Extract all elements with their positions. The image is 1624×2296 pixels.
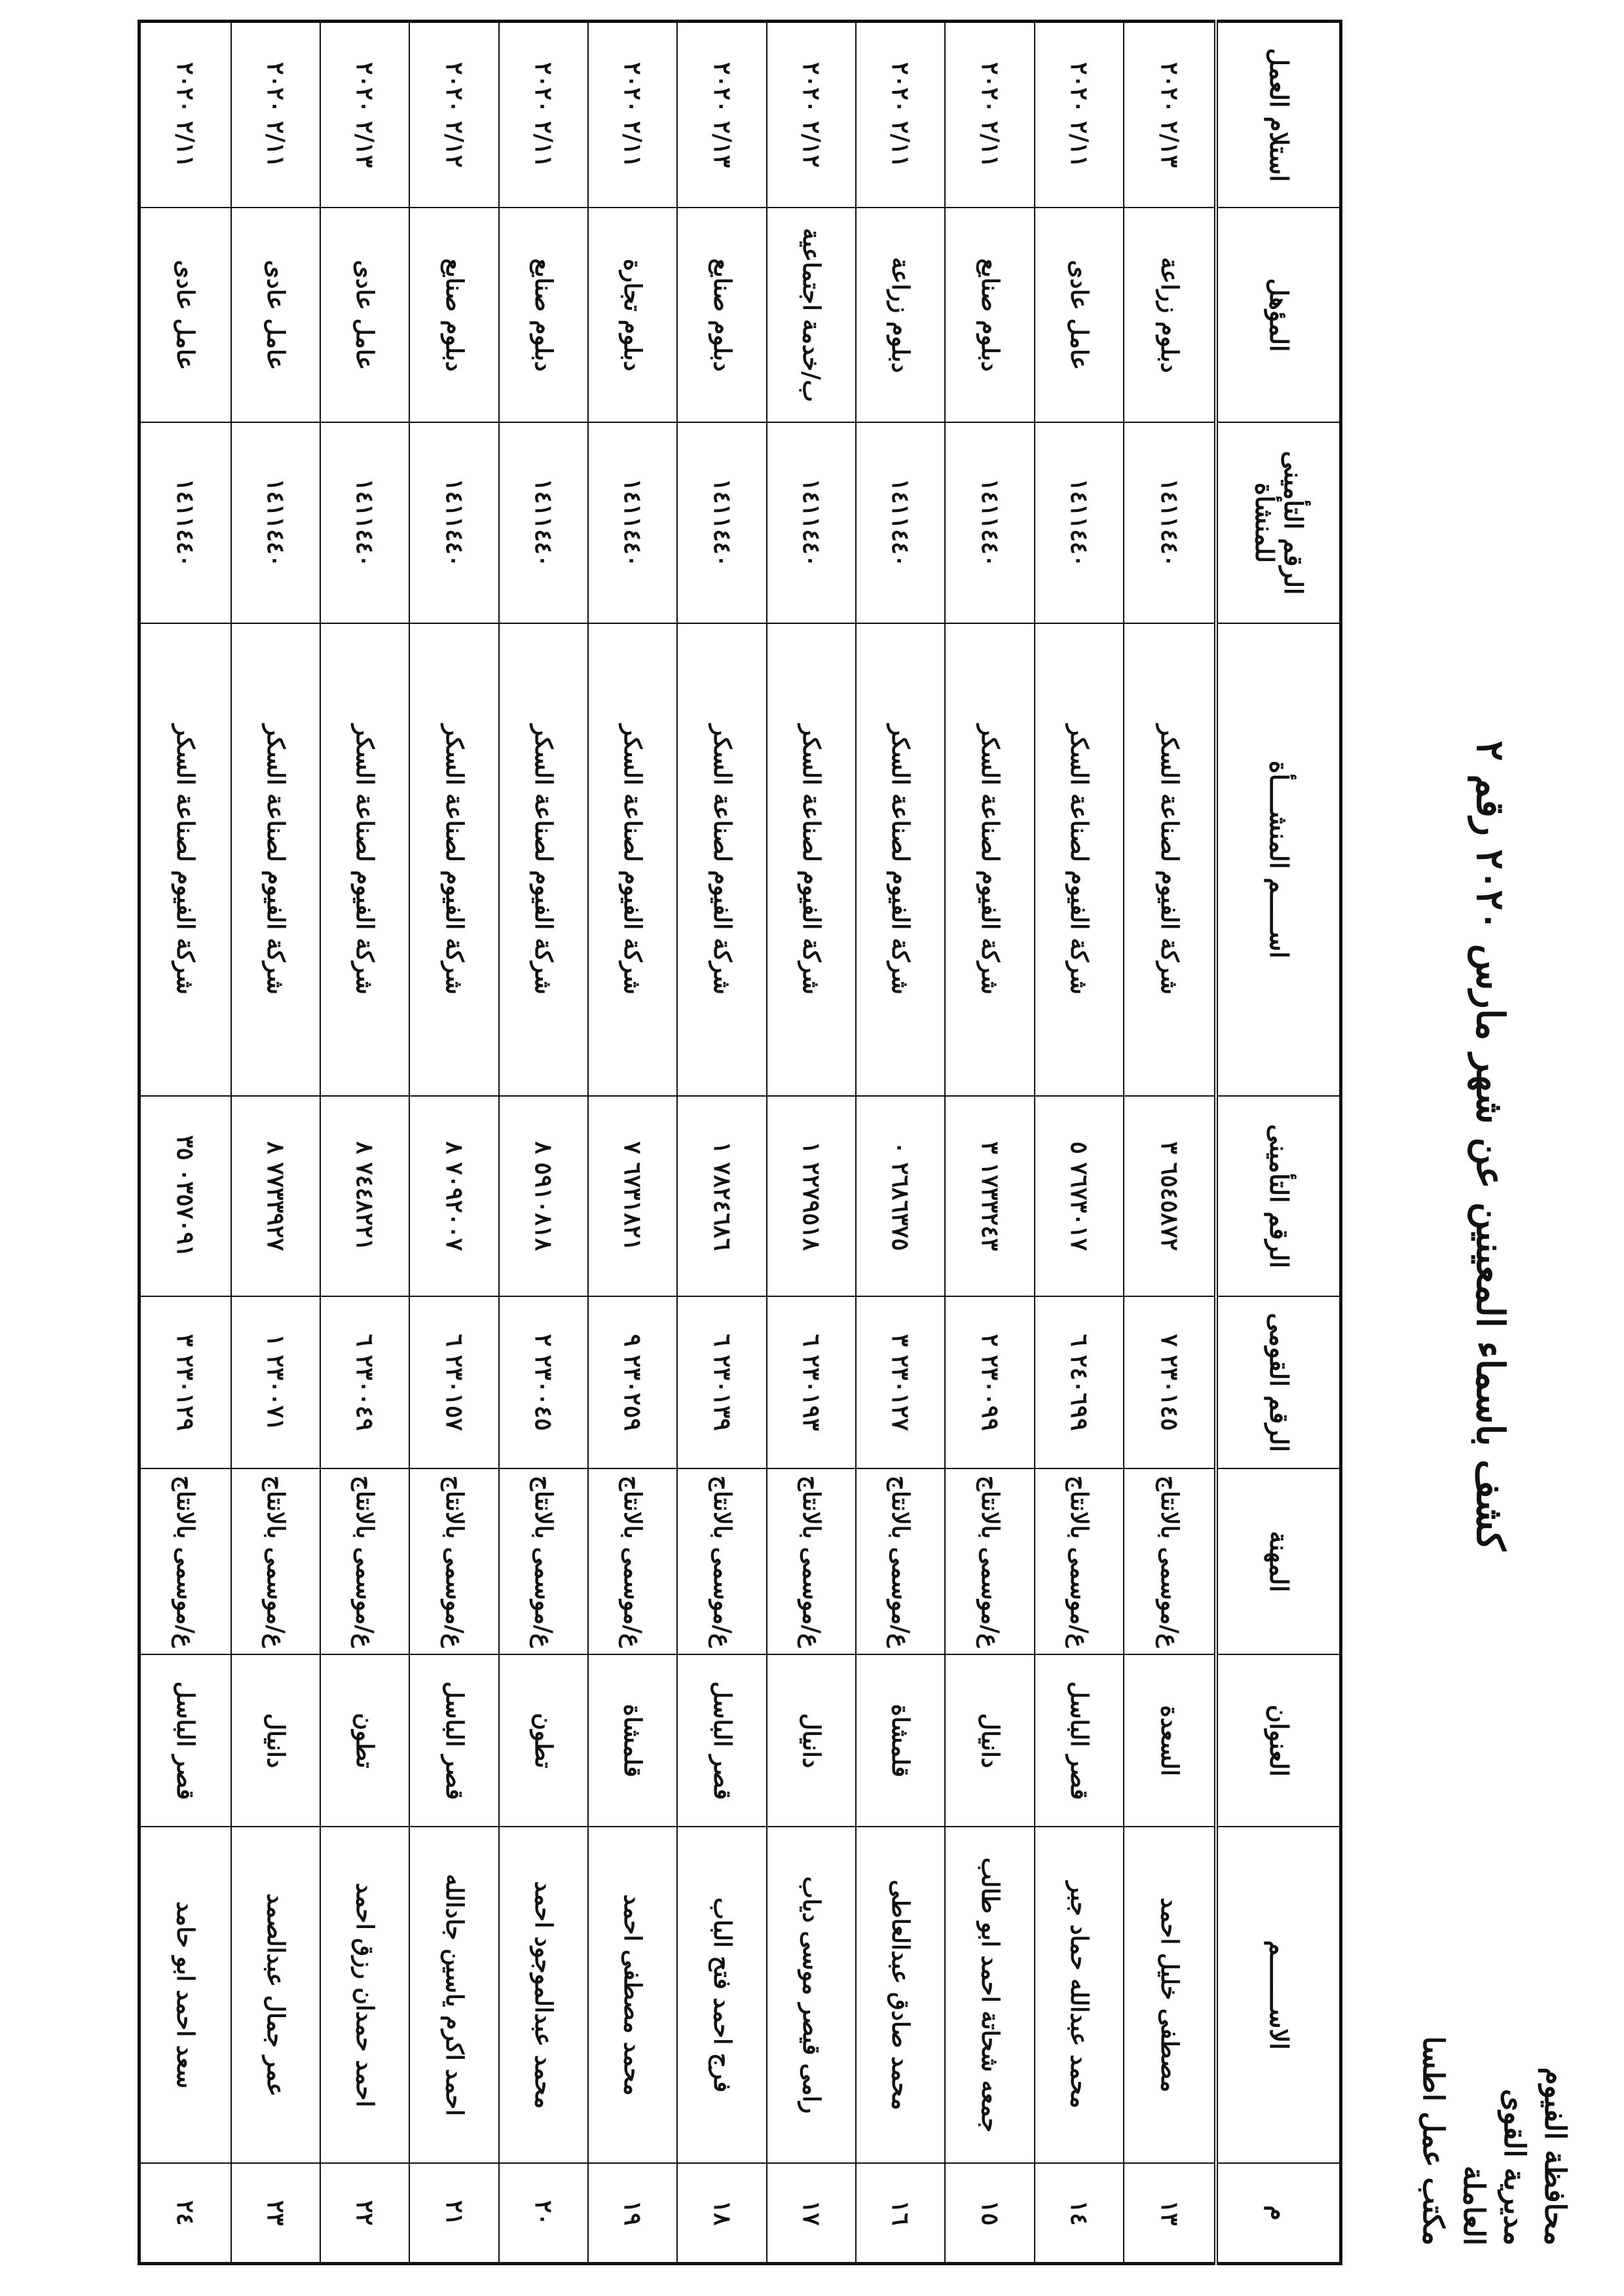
cell-address: قصر الباسل (1035, 1654, 1124, 1827)
cell-row-number: ٢٤ (139, 2163, 231, 2263)
cell-employee-name: احمد اكرم ياسين جادالله (409, 1827, 498, 2163)
col-header-address: العنوان (1217, 1654, 1341, 1827)
cell-qualification: دبلوم صنايع (499, 208, 588, 422)
cell-insurance-number: ٠٣٥٧٠٩١ ٣٥ (139, 1096, 231, 1296)
col-header-no: م (1217, 2163, 1341, 2263)
cell-address: قلمشاة (588, 1654, 677, 1827)
cell-employee-name: محمد عبدالله حماد جبر (1035, 1827, 1124, 2163)
cell-company-insurance-number: ١٤١١٤٤٠ (677, 422, 766, 623)
cell-row-number: ١٨ (677, 2163, 766, 2263)
letterhead (1412, 2030, 1575, 2246)
cell-company-insurance-number: ١٤١١٤٤٠ (767, 422, 856, 623)
cell-company-name: شركة الفيوم لصناعة السكر (139, 623, 231, 1096)
cell-employee-name: محمد مصطفى احمد (588, 1827, 677, 2163)
cell-employee-name: سعد احمد ابو حامد (139, 1827, 231, 2163)
office-line: مكتب عمل اطسا (1416, 2036, 1450, 2246)
cell-job-title: ع/موسمى بالانتاج (409, 1468, 498, 1655)
cell-insurance-number: ٦٥٤٥٨٧٢ ٣ (1124, 1096, 1216, 1296)
cell-job-title: ع/موسمى بالانتاج (856, 1468, 945, 1655)
col-header-start-date: استلام العمل (1217, 22, 1341, 208)
appointees-table (138, 20, 1342, 2265)
cell-start-date: ٢/١١ ٢٠٢٠ (499, 22, 588, 208)
cell-company-insurance-number: ١٤١١٤٤٠ (1124, 422, 1216, 623)
cell-row-number: ٢٢ (320, 2163, 409, 2263)
cell-row-number: ١٤ (1035, 2163, 1124, 2263)
cell-insurance-number: ٦٧٣١٨٢١ ٧ (588, 1096, 677, 1296)
cell-company-insurance-number: ١٤١١٤٤٠ (856, 422, 945, 623)
cell-job-title: ع/موسمى بالانتاج (1035, 1468, 1124, 1655)
cell-employee-name: احمد حمدان رزق احمد (320, 1827, 409, 2163)
cell-insurance-number: ٢٢٧٩٥١٨ ١ (767, 1096, 856, 1296)
cell-company-insurance-number: ١٤١١٤٤٠ (409, 422, 498, 623)
cell-qualification: دبلوم صنايع (945, 208, 1034, 422)
col-header-insurance: الرقم التأمينى (1217, 1096, 1341, 1296)
cell-row-number: ١٧ (767, 2163, 856, 2263)
table-row (945, 22, 1034, 2264)
cell-company-name: شركة الفيوم لصناعة السكر (677, 623, 766, 1096)
cell-job-title: ع/موسمى بالانتاج (320, 1468, 409, 1655)
cell-company-name: شركة الفيوم لصناعة السكر (320, 623, 409, 1096)
cell-start-date: ٢/١١ ٢٠٢٠ (945, 22, 1034, 208)
cell-company-insurance-number: ١٤١١٤٤٠ (320, 422, 409, 623)
cell-company-insurance-number: ١٤١١٤٤٠ (499, 422, 588, 623)
table-row (767, 22, 856, 2264)
table-row (856, 22, 945, 2264)
cell-start-date: ٢/١١ ٢٠٢٠ (588, 22, 677, 208)
cell-start-date: ٢/١٣ ٢٠٢٠ (677, 22, 766, 208)
cell-insurance-number: ٧٨٢٤٦٨٦ ١ (677, 1096, 766, 1296)
cell-national-id: ٢٣٠٢٥٩ ٩ (588, 1296, 677, 1468)
cell-start-date: ٢/١٢ ٢٠٢٠ (767, 22, 856, 208)
cell-employee-name: عمر جمال عبدالصمد (231, 1827, 320, 2163)
cell-job-title: ع/موسمى بالانتاج (588, 1468, 677, 1655)
cell-start-date: ٢/١١ ٢٠٢٠ (139, 22, 231, 208)
table-row (499, 22, 588, 2264)
cell-qualification: عامل عادى (231, 208, 320, 422)
table-row (139, 22, 231, 2264)
cell-qualification: عامل عادى (139, 208, 231, 422)
cell-address: قلمشاة (856, 1654, 945, 1827)
cell-start-date: ٢/١٢ ٢٠٢٠ (409, 22, 498, 208)
col-header-name: الاســـــــم (1217, 1827, 1341, 2163)
cell-company-name: شركة الفيوم لصناعة السكر (767, 623, 856, 1096)
cell-job-title: ع/موسمى بالانتاج (499, 1468, 588, 1655)
cell-company-insurance-number: ١٤١١٤٤٠ (231, 422, 320, 623)
cell-company-name: شركة الفيوم لصناعة السكر (499, 623, 588, 1096)
cell-national-id: ٢٣٠١٢٩ ٣ (139, 1296, 231, 1468)
cell-row-number: ١٣ (1124, 2163, 1216, 2263)
table-header-row (1217, 22, 1341, 2264)
cell-employee-name: مصطفى خليل احمد (1124, 1827, 1216, 2163)
cell-employee-name: فرج احمد فتح الباب (677, 1827, 766, 2163)
cell-national-id: ٢٣٠١٢٧ ٣ (856, 1296, 945, 1468)
cell-national-id: ٢٤٠٦٩٩ ٦ (1035, 1296, 1124, 1468)
cell-row-number: ١٥ (945, 2163, 1034, 2263)
cell-insurance-number: ٧٧٣٣٩٢٧ ٨ (231, 1096, 320, 1296)
cell-address: قصر الباسل (677, 1654, 766, 1827)
cell-national-id: ٢٣٠١٤٥ ٧ (1124, 1296, 1216, 1468)
cell-national-id: ٢٣٠٠٧١ ١ (231, 1296, 320, 1468)
cell-address: دانيال (767, 1654, 856, 1827)
cell-job-title: ع/موسمى بالانتاج (139, 1468, 231, 1655)
cell-employee-name: محمد صادق عبدالعاطى (856, 1827, 945, 2163)
cell-qualification: ب/خدمة اجتماعية (767, 208, 856, 422)
cell-start-date: ٢/١١ ٢٠٢٠ (1035, 22, 1124, 208)
cell-insurance-number: ٧٠٩٢٠٠٧ ٨ (409, 1096, 498, 1296)
cell-insurance-number: ٧٤٤٨٢٢١ ٨ (320, 1096, 409, 1296)
cell-start-date: ٢/١١ ٢٠٢٠ (856, 22, 945, 208)
cell-insurance-number: ٥٩١٠٨١٨ ٨ (499, 1096, 588, 1296)
cell-qualification: دبلوم زراعة (856, 208, 945, 422)
cell-insurance-number: ٢٦٨٦٣٧٥ ٠ (856, 1096, 945, 1296)
table-row (588, 22, 677, 2264)
table-row (677, 22, 766, 2264)
cell-qualification: دبلوم تجارة (588, 208, 677, 422)
col-header-qualification: المؤهل (1217, 208, 1341, 422)
cell-row-number: ١٩ (588, 2163, 677, 2263)
governorate-line: محافظة الفيوم (1538, 2067, 1572, 2246)
cell-company-insurance-number: ١٤١١٤٤٠ (588, 422, 677, 623)
col-header-national-id: الرقم القومى (1217, 1296, 1341, 1468)
table-body (139, 22, 1217, 2264)
table-row (409, 22, 498, 2264)
cell-company-name: شركة الفيوم لصناعة السكر (856, 623, 945, 1096)
cell-national-id: ٢٣٠١٣٩ ٦ (677, 1296, 766, 1468)
cell-qualification: دبلوم زراعة (1124, 208, 1216, 422)
cell-company-name: شركة الفيوم لصناعة السكر (1035, 623, 1124, 1096)
cell-qualification: عامل عادى (1035, 208, 1124, 422)
cell-company-insurance-number: ١٤١١٤٤٠ (139, 422, 231, 623)
cell-address: دانيال (945, 1654, 1034, 1827)
table-row (231, 22, 320, 2264)
cell-job-title: ع/موسمى بالانتاج (677, 1468, 766, 1655)
table-row (1124, 22, 1216, 2264)
cell-company-insurance-number: ١٤١١٤٤٠ (1035, 422, 1124, 623)
cell-row-number: ٢١ (409, 2163, 498, 2263)
cell-job-title: ع/موسمى بالانتاج (945, 1468, 1034, 1655)
cell-company-name: شركة الفيوم لصناعة السكر (588, 623, 677, 1096)
cell-company-name: شركة الفيوم لصناعة السكر (409, 623, 498, 1096)
cell-company-name: شركة الفيوم لصناعة السكر (945, 623, 1034, 1096)
table-row (320, 22, 409, 2264)
cell-insurance-number: ٧٦٧٣٠١٧ ٥ (1035, 1096, 1124, 1296)
col-header-company: اســـــم المنشــــأة (1217, 623, 1341, 1096)
cell-national-id: ٢٣٠٠٤٥ ٢ (499, 1296, 588, 1468)
cell-qualification: عامل عادى (320, 208, 409, 422)
cell-job-title: ع/موسمى بالانتاج (231, 1468, 320, 1655)
cell-insurance-number: ١٧٣٣٢٤٣ ٣ (945, 1096, 1034, 1296)
cell-company-insurance-number: ١٤١١٤٤٠ (945, 422, 1034, 623)
cell-national-id: ٢٣٠٠٩٩ ٢ (945, 1296, 1034, 1468)
cell-national-id: ٢٣٠١٩٣ ٦ (767, 1296, 856, 1468)
cell-address: دانيال (231, 1654, 320, 1827)
cell-address: السعدة (1124, 1654, 1216, 1827)
cell-start-date: ٢/١٣ ٢٠٢٠ (1124, 22, 1216, 208)
cell-start-date: ٢/١٣ ٢٠٢٠ (320, 22, 409, 208)
cell-address: قصر الباسل (409, 1654, 498, 1827)
cell-qualification: دبلوم صنايع (677, 208, 766, 422)
cell-employee-name: رامى قيصر موسى دياب (767, 1827, 856, 2163)
cell-qualification: دبلوم صنايع (409, 208, 498, 422)
col-header-company-insurance: الرقم التأمينى للمنشأة (1217, 422, 1341, 623)
cell-job-title: ع/موسمى بالانتاج (1124, 1468, 1216, 1655)
cell-start-date: ٢/١١ ٢٠٢٠ (231, 22, 320, 208)
cell-employee-name: جمعه شحاتة احمد ابو طالب (945, 1827, 1034, 2163)
cell-national-id: ٢٣٠١٥٧ ٦ (409, 1296, 498, 1468)
cell-employee-name: محمد عبدالموجود احمد (499, 1827, 588, 2163)
cell-company-name: شركة الفيوم لصناعة السكر (231, 623, 320, 1096)
cell-address: تطون (320, 1654, 409, 1827)
cell-row-number: ١٦ (856, 2163, 945, 2263)
directorate-line: مديرية القوى العاملة (1457, 2088, 1531, 2246)
cell-row-number: ٢٠ (499, 2163, 588, 2263)
table-row (1035, 22, 1124, 2264)
cell-row-number: ٢٣ (231, 2163, 320, 2263)
document-title: كشف باسماء المعينين عن شهر مارس ٢٠٢٠ رقم ٢ (1468, 740, 1513, 1551)
cell-company-name: شركة الفيوم لصناعة السكر (1124, 623, 1216, 1096)
cell-national-id: ٢٣٠٠٤٩ ٦ (320, 1296, 409, 1468)
cell-address: تطون (499, 1654, 588, 1827)
cell-job-title: ع/موسمى بالانتاج (767, 1468, 856, 1655)
col-header-job: المهنة (1217, 1468, 1341, 1655)
cell-address: قصر الباسل (139, 1654, 231, 1827)
